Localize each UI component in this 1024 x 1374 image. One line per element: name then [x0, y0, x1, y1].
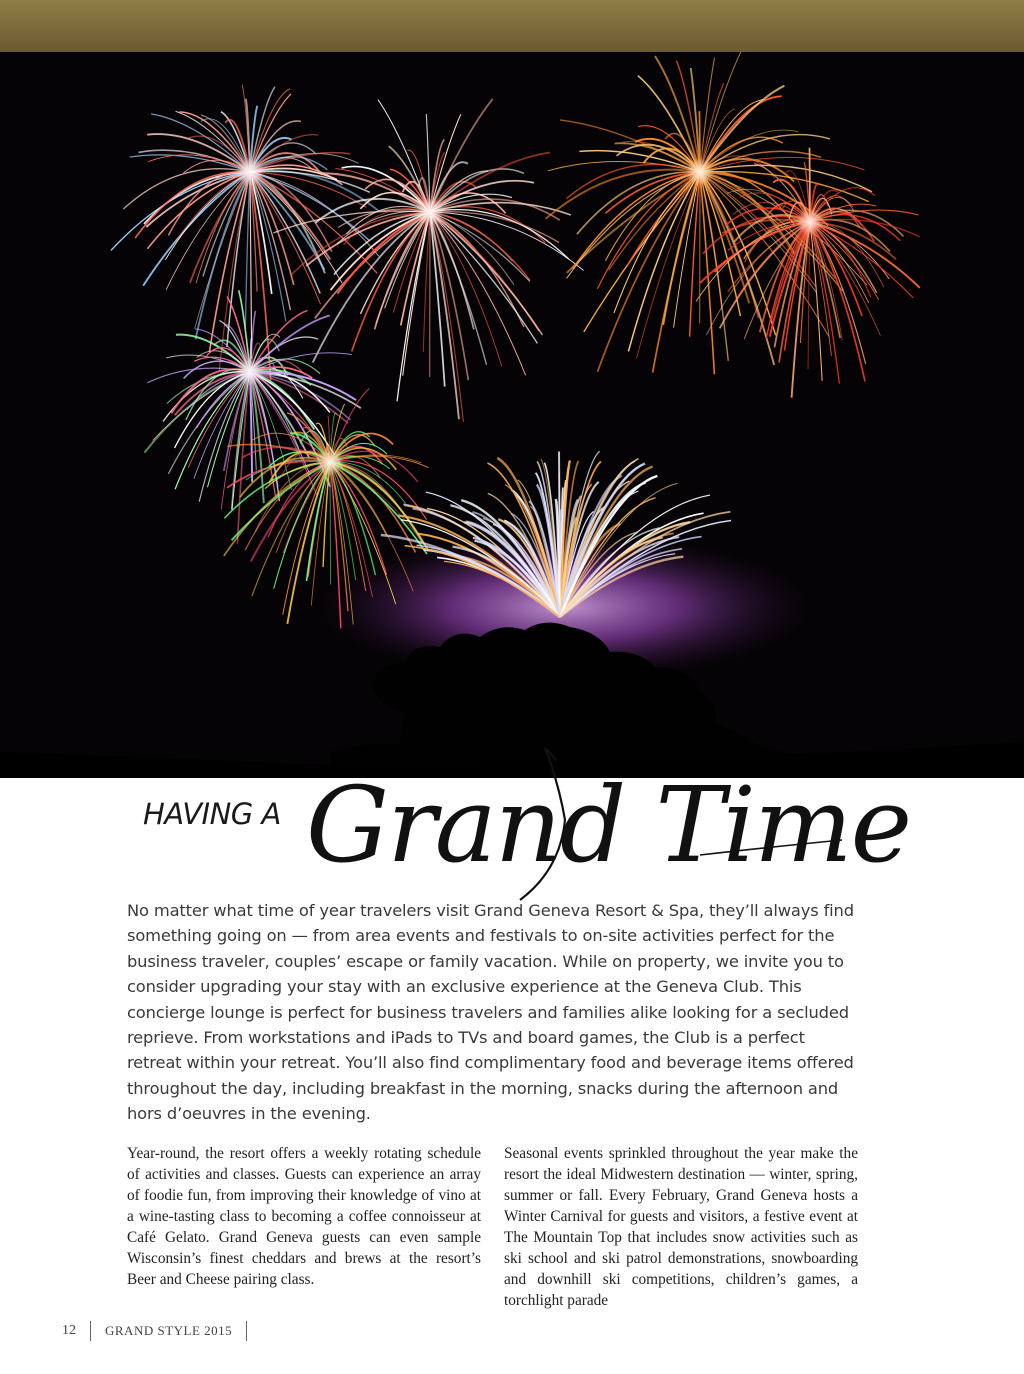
firework-streak [330, 462, 331, 585]
body-column-left: Year-round, the resort offers a weekly rotating schedule of activities and classes. Guests can experience an array of foodie fun, from improving their knowledge of vino at a wine-tasting class to becoming a coffee connoisseur at Café Gelato. Grand Geneva guests can even sample Wisconsin’s finest cheddars and brews at the resort’s Beer and Cheese pairing class. [127, 1145, 481, 1288]
footer-divider [246, 1321, 247, 1341]
firework-core [796, 208, 824, 236]
fireworks-photo [0, 52, 1024, 778]
fireworks-illustration [0, 52, 1024, 778]
body-column-right: Seasonal events sprinkled throughout the year make the resort the ideal Midwestern destination — winter, spring, summer or fall. Every February, Grand Geneva hosts a Winter Carnival for guests and visitors, a festive event at The Mountain Top that includes snow activities such as ski school and ski patrol demonstrations, snowboarding and downhill ski competitions, children’s games, a torchlight parade [504, 1145, 858, 1309]
headline-lead: HAVING A [143, 797, 281, 831]
top-gold-band [0, 0, 1024, 52]
firework-core [236, 158, 264, 186]
page-number: 12 [62, 1323, 76, 1338]
firework-core [316, 448, 344, 476]
footer-divider [90, 1321, 91, 1341]
firework-core [416, 198, 444, 226]
firework-core [686, 158, 714, 186]
publication-name: GRAND STYLE 2015 [105, 1323, 233, 1338]
page-footer [62, 1320, 247, 1342]
intro-paragraph: No matter what time of year travelers visit Grand Geneva Resort & Spa, they’ll always find something going on — from area events and festivals to on-site activities perfect for the business traveler, couples’ escape or family vacation. While on property, we invite you to consider upgrading your stay with an exclusive experience at the Geneva Club. This concierge lounge is perfect for business travelers and families alike looking for a secluded reprieve. From workstations and iPads to TVs and board games, the Club is a perfect retreat within your retreat. You’ll also find complimentary food and beverage items offered throughout the day, including breakfast in the morning, snacks during the afternoon and hors d’oeuvres in the evening. [127, 901, 854, 1124]
headline-script: Grand Time [306, 764, 911, 886]
firework-core [236, 358, 264, 386]
